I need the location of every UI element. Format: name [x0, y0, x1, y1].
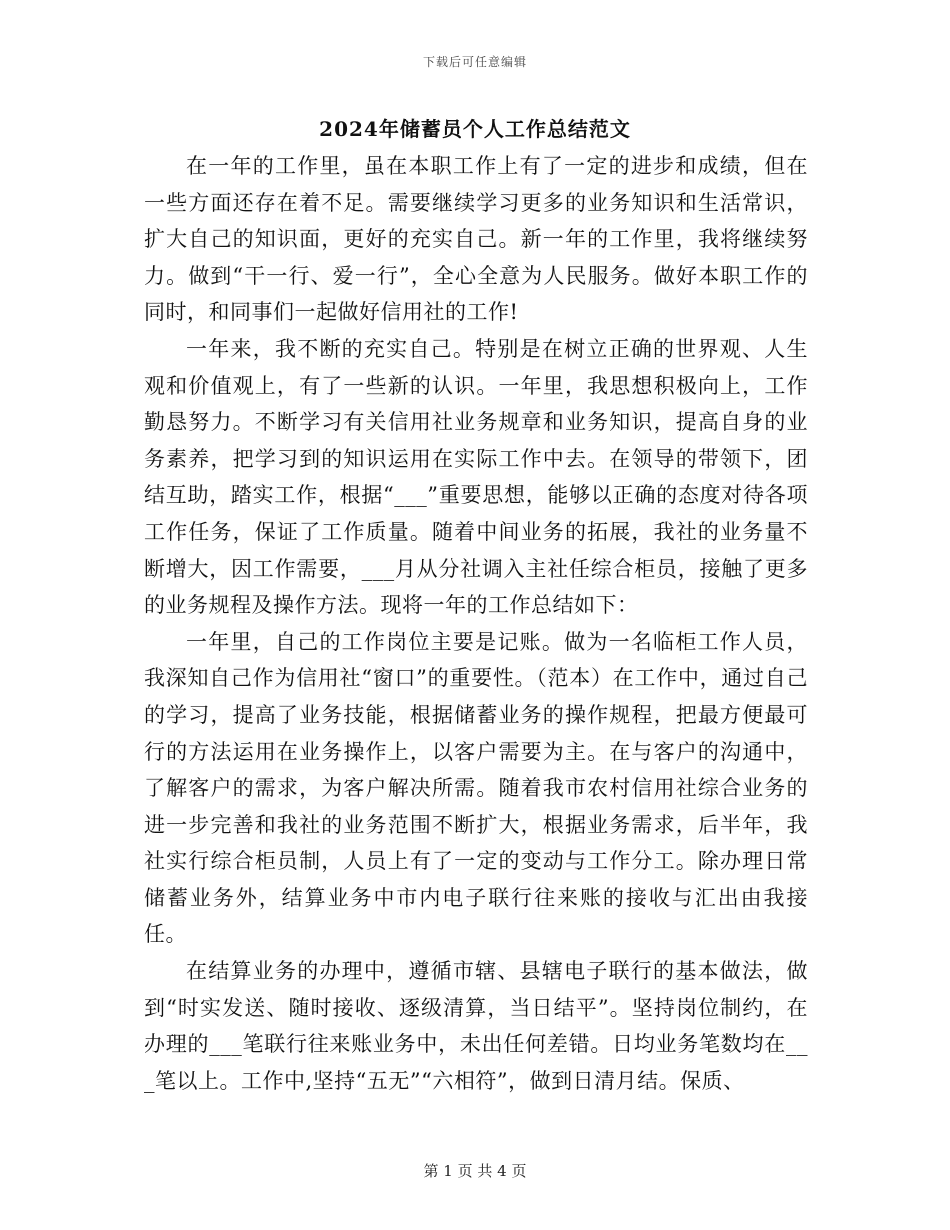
page-footer: 第 1 页 共 4 页 — [423, 1162, 527, 1180]
header-note: 下载后可任意编辑 — [422, 55, 527, 69]
paragraph-3: 一年里，自己的工作岗位主要是记账。做为一名临柜工作人员，我深知自己作为信用社“窗口”的重要性。（范本）在工作中，通过自己的学习，提高了业务技能，根据储蓄业务的操作规程，把最方便最可行的方法运用在业务操作上，以客户需要为主。在与客户的沟通中，了解客户的需求，为客户解决所需。随着我市农村信用社综合业务的进一步完善和我社的业务范围不断扩大，根据业务需求，后半年，我社实行综合柜员制，人员上有了一定的变动与工作分工。除办理日常储蓄业务外，结算业务中市内电子联行往来账的接收与汇出由我接任。 — [144, 629, 808, 947]
paragraph-2: 一年来，我不断的充实自己。特别是在树立正确的世界观、人生观和价值观上，有了一些新的认识。一年里，我思想积极向上，工作勤恳努力。不断学习有关信用社业务规章和业务知识，提高自身的业务素养，把学习到的知识运用在实际工作中去。在领导的带领下，团结互助，踏实工作，根据“___”重要思想，能够以正确的态度对待各项工作任务，保证了工作质量。随着中间业务的拓展，我社的业务量不断增大，因工作需要，___月从分社调入主社任综合柜员，接触了更多的业务规程及操作方法。现将一年的工作总结如下： — [144, 336, 808, 618]
document-title: 2024年储蓄员个人工作总结范文 — [319, 117, 631, 141]
paragraph-1: 在一年的工作里，虽在本职工作上有了一定的进步和成绩，但在一些方面还存在着不足。需要继续学习更多的业务知识和生活常识，扩大自己的知识面，更好的充实自己。新一年的工作里，我将继续努力。做到“干一行、爱一行”，全心全意为人民服务。做好本职工作的同时，和同事们一起做好信用社的工作! — [144, 154, 808, 325]
document-body — [144, 148, 808, 1099]
paragraph-4: 在结算业务的办理中，遵循市辖、县辖电子联行的基本做法，做到“时实发送、随时接收、逐级清算，当日结平”。坚持岗位制约，在办理的___笔联行往来账业务中，未出任何差错。日均业务笔数均在___笔以上。工作中,坚持“五无”“六相符”，做到日清月结。保质、 — [144, 959, 808, 1093]
